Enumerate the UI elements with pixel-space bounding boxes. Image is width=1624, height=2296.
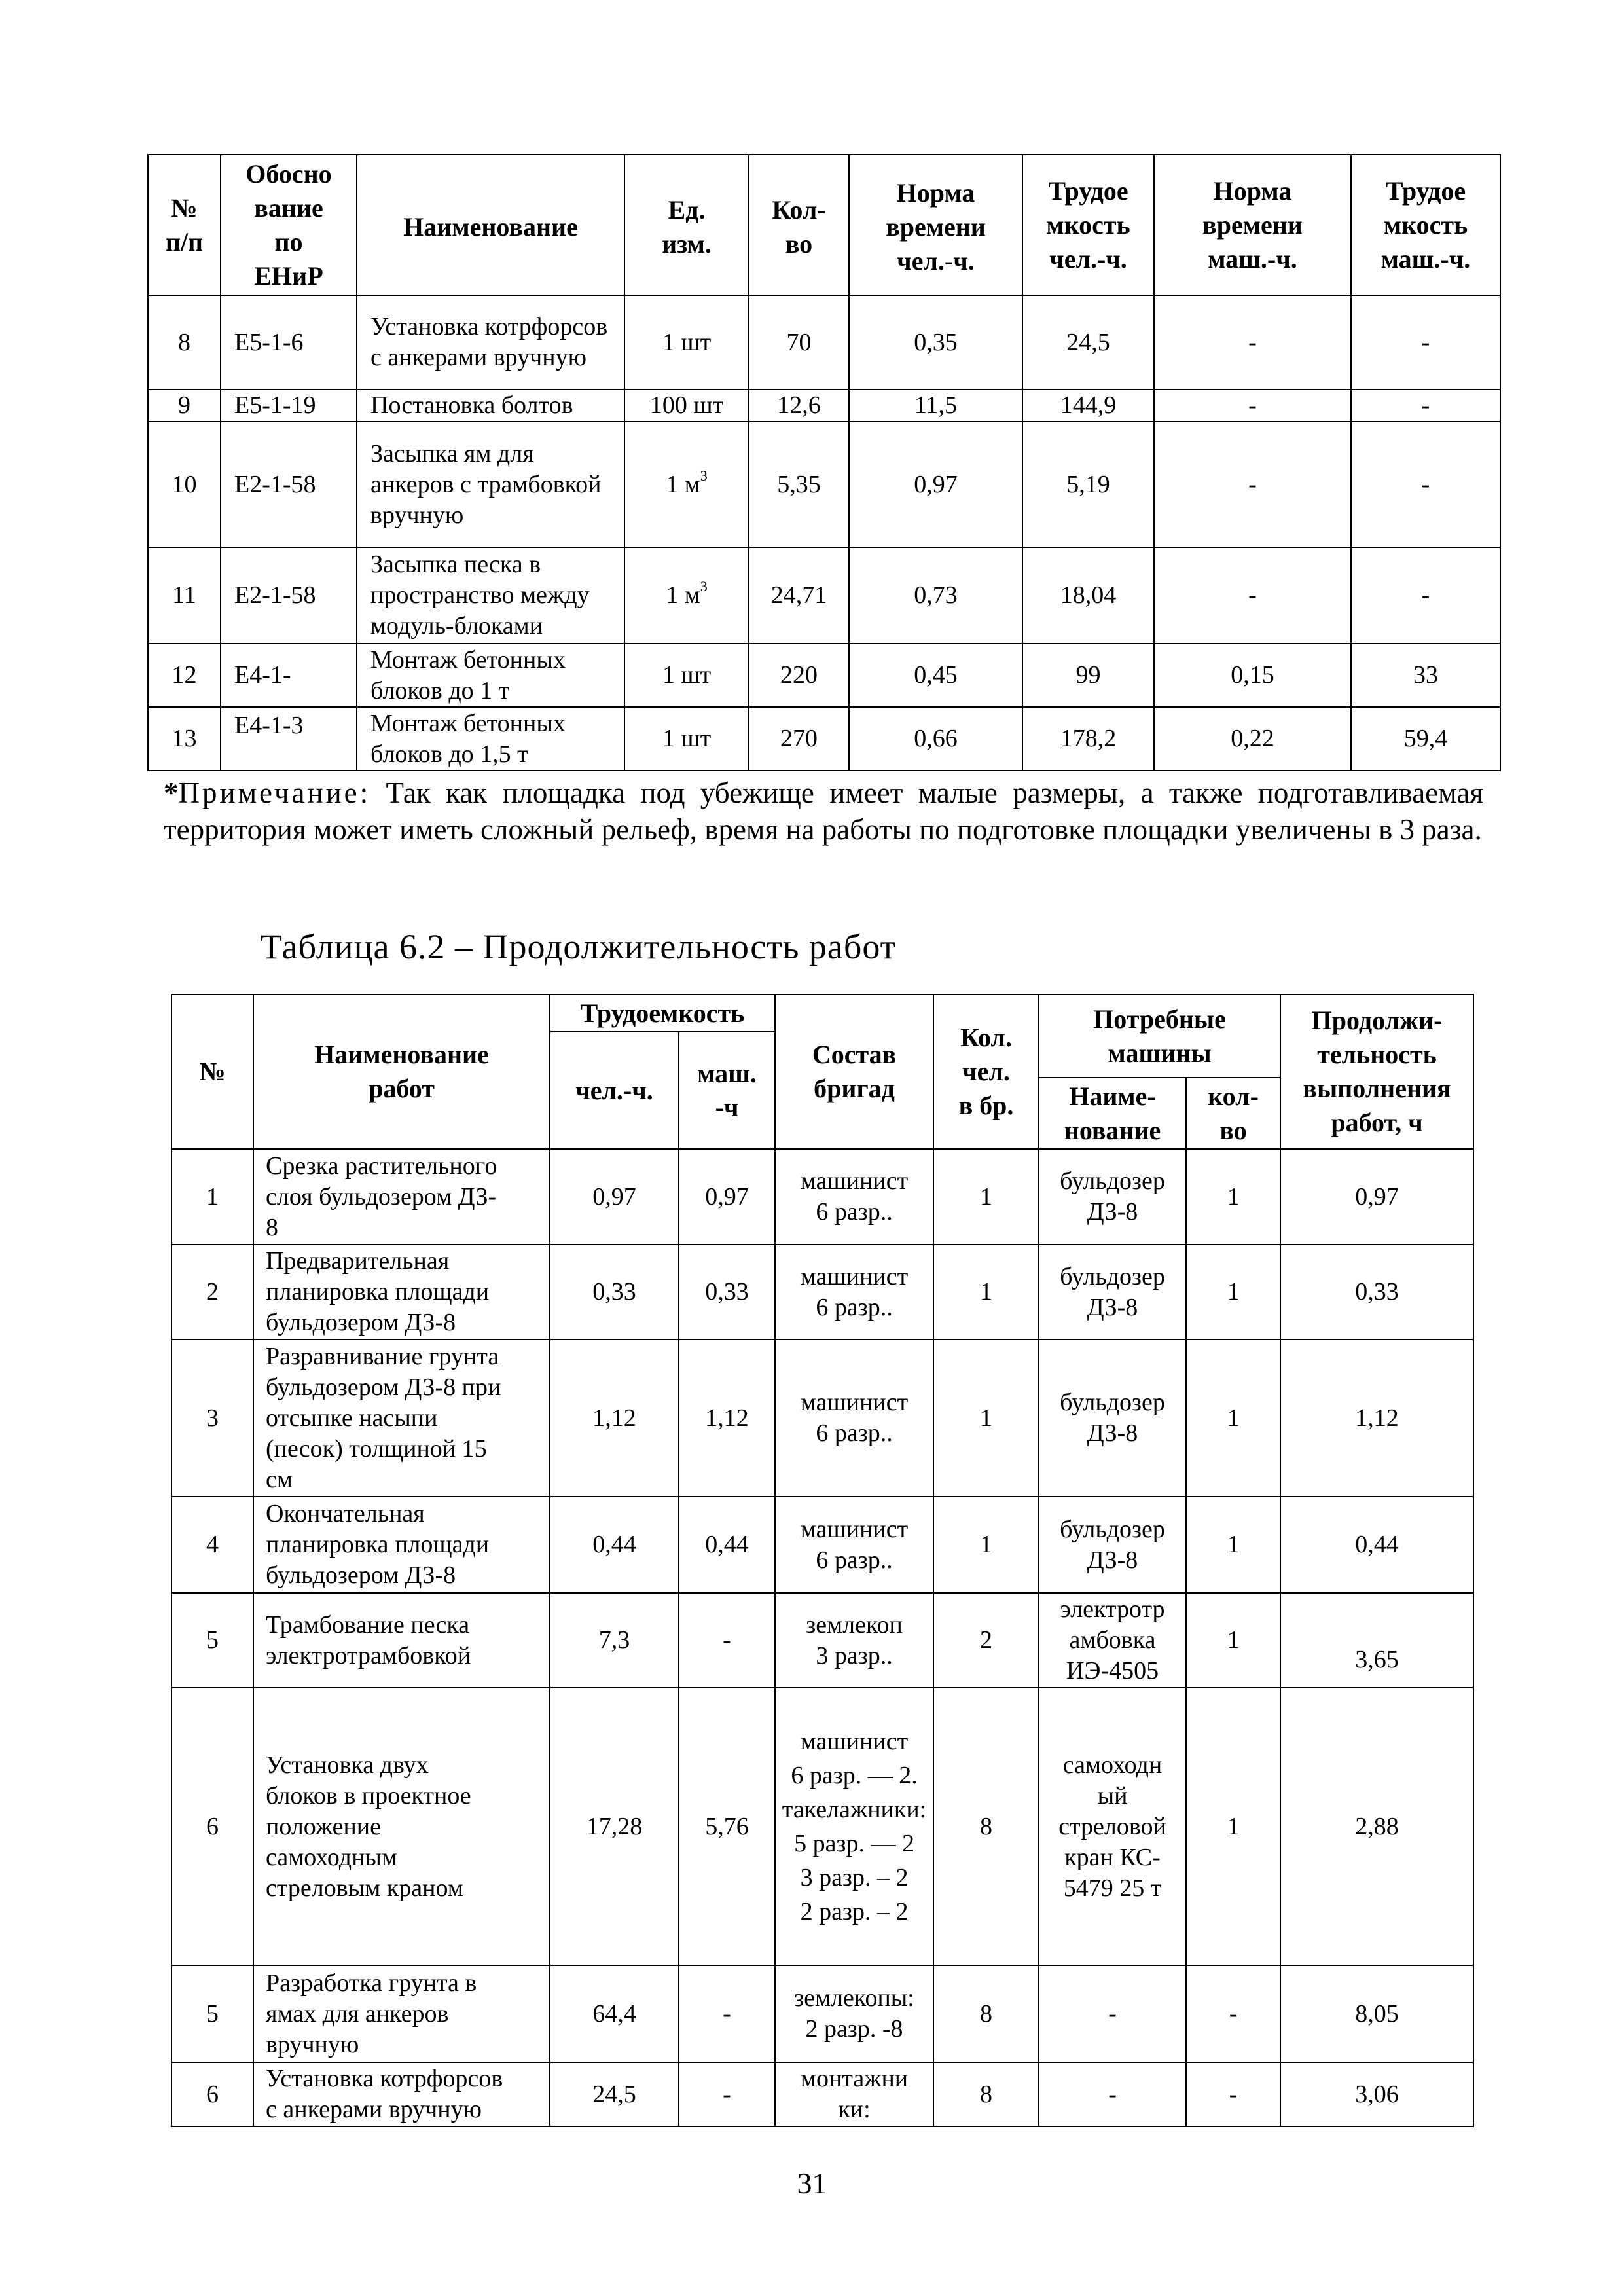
table-row <box>171 1688 1473 1965</box>
t2-labor-m: 0,44 <box>679 1497 775 1593</box>
t1-num: 11 <box>148 547 221 644</box>
t1-basis: Е5-1-19 <box>221 390 357 422</box>
t1-basis: Е2-1-58 <box>221 547 357 644</box>
t2-header-labor-m: маш. -ч <box>679 1032 775 1149</box>
table-row <box>148 390 1500 422</box>
t1-norm-h: 0,35 <box>849 295 1022 390</box>
t2-labor-h: 7,3 <box>550 1593 679 1688</box>
t1-norm-m: - <box>1154 295 1351 390</box>
table-row <box>171 1149 1473 1245</box>
t2-duration: 0,33 <box>1280 1245 1473 1339</box>
t2-num: 4 <box>171 1497 253 1593</box>
t1-name: Засыпка песка в пространство между модуль-блоками <box>357 547 624 644</box>
t1-name: Постановка болтов <box>357 390 624 422</box>
t1-num: 9 <box>148 390 221 422</box>
t2-crew: монтажни ки: <box>775 2062 933 2126</box>
t1-labor-m: - <box>1351 422 1500 547</box>
t2-header-num: № <box>171 994 253 1149</box>
table2-header-row-1 <box>171 994 1473 1032</box>
table-row <box>148 644 1500 707</box>
t2-crew-count: 1 <box>933 1245 1039 1339</box>
t1-num: 12 <box>148 644 221 707</box>
t2-machine-name: бульдозер ДЗ-8 <box>1039 1339 1186 1497</box>
t2-header-machine-name: Наиме- нование <box>1039 1078 1186 1149</box>
table-row <box>148 295 1500 390</box>
t2-duration: 3,06 <box>1280 2062 1473 2126</box>
t2-labor-h: 64,4 <box>550 1965 679 2062</box>
t1-labor-m: - <box>1351 295 1500 390</box>
table-note <box>164 774 1483 848</box>
t2-crew: машинист 6 разр.. <box>775 1149 933 1245</box>
t1-norm-h: 0,45 <box>849 644 1022 707</box>
t2-machine-name: бульдозер ДЗ-8 <box>1039 1245 1186 1339</box>
t1-name: Установка котрфорсов с анкерами вручную <box>357 295 624 390</box>
table-row <box>148 707 1500 771</box>
t2-header-labor-h: чел.-ч. <box>550 1032 679 1149</box>
t1-norm-h: 0,97 <box>849 422 1022 547</box>
t2-machine-qty: - <box>1186 1965 1280 2062</box>
t2-crew: машинист 6 разр. — 2. такелажники: 5 разр. — 2 3 разр. – 2 2 разр. – 2 <box>775 1688 933 1965</box>
t2-header-machines: Потребные машины <box>1039 994 1280 1078</box>
t1-labor-m: - <box>1351 547 1500 644</box>
t2-duration: 0,44 <box>1280 1497 1473 1593</box>
t2-crew-count: 1 <box>933 1149 1039 1245</box>
t2-crew-count: 2 <box>933 1593 1039 1688</box>
t2-name: Предварительная планировка площади бульдозером ДЗ-8 <box>253 1245 550 1339</box>
t2-machine-qty: - <box>1186 2062 1280 2126</box>
t2-labor-h: 0,97 <box>550 1149 679 1245</box>
t1-header-unit: Ед. изм. <box>624 155 749 295</box>
t2-duration: 2,88 <box>1280 1688 1473 1965</box>
t1-num: 8 <box>148 295 221 390</box>
t2-machine-name: бульдозер ДЗ-8 <box>1039 1149 1186 1245</box>
t2-crew: машинист 6 разр.. <box>775 1339 933 1497</box>
t1-labor-h: 144,9 <box>1022 390 1154 422</box>
note-label: Примечание: <box>178 776 371 809</box>
work-duration-table <box>171 994 1474 2127</box>
t2-crew: машинист 6 разр.. <box>775 1497 933 1593</box>
t1-norm-h: 0,73 <box>849 547 1022 644</box>
t1-norm-m: 0,22 <box>1154 707 1351 771</box>
t2-duration: 0,97 <box>1280 1149 1473 1245</box>
t2-header-labor: Трудоемкость <box>550 994 775 1032</box>
t1-unit: 1 $м^3$ <box>624 547 749 644</box>
t2-labor-m: 0,97 <box>679 1149 775 1245</box>
t2-labor-h: 24,5 <box>550 2062 679 2126</box>
t2-num: 6 <box>171 2062 253 2126</box>
t1-basis: Е4-1-3 <box>221 707 357 771</box>
work-volume-table <box>147 154 1501 771</box>
t1-num: 10 <box>148 422 221 547</box>
t2-labor-h: 17,28 <box>550 1688 679 1965</box>
t2-name: Срезка растительного слоя бульдозером ДЗ- 8 <box>253 1149 550 1245</box>
t2-crew-count: 8 <box>933 1965 1039 2062</box>
t2-crew-count: 1 <box>933 1339 1039 1497</box>
table1-header-row <box>148 155 1500 295</box>
t2-num: 2 <box>171 1245 253 1339</box>
t2-name: Установка котрфорсов с анкерами вручную <box>253 2062 550 2126</box>
t1-labor-h: 24,5 <box>1022 295 1154 390</box>
t1-qty: 24,71 <box>749 547 849 644</box>
t2-num: 5 <box>171 1593 253 1688</box>
t2-num: 1 <box>171 1149 253 1245</box>
t2-duration: 8,05 <box>1280 1965 1473 2062</box>
t1-norm-m: - <box>1154 390 1351 422</box>
t2-labor-m: - <box>679 1593 775 1688</box>
t2-machine-name: электротр амбовка ИЭ-4505 <box>1039 1593 1186 1688</box>
t1-header-labor-m: Трудое мкость маш.-ч. <box>1351 155 1500 295</box>
t1-header-qty: Кол- во <box>749 155 849 295</box>
t1-header-basis: Обосно вание по ЕНиР <box>221 155 357 295</box>
t1-name: Засыпка ям для анкеров с трамбовкой вручную <box>357 422 624 547</box>
t1-labor-m: - <box>1351 390 1500 422</box>
t1-qty: 12,6 <box>749 390 849 422</box>
t2-crew-count: 8 <box>933 2062 1039 2126</box>
t1-unit: 1 шт <box>624 707 749 771</box>
t2-labor-h: 0,44 <box>550 1497 679 1593</box>
t2-name: Окончательная планировка площади бульдозером ДЗ-8 <box>253 1497 550 1593</box>
table-row <box>148 547 1500 644</box>
t2-machine-name: самоходн ый стреловой кран КС- 5479 25 т <box>1039 1688 1186 1965</box>
t2-labor-m: 5,76 <box>679 1688 775 1965</box>
t2-labor-h: 0,33 <box>550 1245 679 1339</box>
table2-caption: Таблица 6.2 – Продолжительность работ <box>261 927 897 966</box>
t1-qty: 220 <box>749 644 849 707</box>
t1-labor-m: 33 <box>1351 644 1500 707</box>
table-row <box>171 1245 1473 1339</box>
t1-basis: Е5-1-6 <box>221 295 357 390</box>
t2-machine-qty: 1 <box>1186 1149 1280 1245</box>
t2-num: 6 <box>171 1688 253 1965</box>
t2-header-crew-count: Кол. чел. в бр. <box>933 994 1039 1149</box>
t1-basis: Е2-1-58 <box>221 422 357 547</box>
t1-num: 13 <box>148 707 221 771</box>
t1-header-name: Наименование <box>357 155 624 295</box>
t1-qty: 270 <box>749 707 849 771</box>
t2-crew-count: 1 <box>933 1497 1039 1593</box>
t1-unit: 100 шт <box>624 390 749 422</box>
t2-machine-qty: 1 <box>1186 1245 1280 1339</box>
t2-machine-qty: 1 <box>1186 1593 1280 1688</box>
table-row <box>171 2062 1473 2126</box>
t2-crew: землекоп 3 разр.. <box>775 1593 933 1688</box>
t2-header-duration: Продолжи- тельность выполнения работ, ч <box>1280 994 1473 1149</box>
t1-labor-h: 99 <box>1022 644 1154 707</box>
t1-labor-h: 5,19 <box>1022 422 1154 547</box>
note-text: Так как площадка под убежище имеет малые размеры, а также подготавливаемая территория может иметь сложный рельеф, время на работы по подготовке площадки увеличены в 3 раза. <box>164 776 1483 846</box>
t1-norm-m: - <box>1154 547 1351 644</box>
t1-labor-h: 178,2 <box>1022 707 1154 771</box>
t1-labor-m: 59,4 <box>1351 707 1500 771</box>
t1-name: Монтаж бетонных блоков до 1 т <box>357 644 624 707</box>
t2-header-machine-qty: кол- во <box>1186 1078 1280 1149</box>
t1-header-labor-h: Трудое мкость чел.-ч. <box>1022 155 1154 295</box>
t2-num: 5 <box>171 1965 253 2062</box>
t1-header-norm-m: Норма времени маш.-ч. <box>1154 155 1351 295</box>
table-row <box>171 1339 1473 1497</box>
t2-name: Разработка грунта в ямах для анкеров вручную <box>253 1965 550 2062</box>
t2-header-name: Наименование работ <box>253 994 550 1149</box>
t1-qty: 70 <box>749 295 849 390</box>
table-row <box>171 1965 1473 2062</box>
t2-machine-qty: 1 <box>1186 1497 1280 1593</box>
t1-qty: 5,35 <box>749 422 849 547</box>
table-row <box>148 422 1500 547</box>
t1-norm-h: 0,66 <box>849 707 1022 771</box>
t2-labor-m: 1,12 <box>679 1339 775 1497</box>
t1-header-num: № п/п <box>148 155 221 295</box>
t2-machine-name: - <box>1039 1965 1186 2062</box>
t1-name: Монтаж бетонных блоков до 1,5 т <box>357 707 624 771</box>
t1-norm-m: 0,15 <box>1154 644 1351 707</box>
t1-unit: 1 $м^3$ <box>624 422 749 547</box>
t1-basis: Е4-1- <box>221 644 357 707</box>
t2-duration: 1,12 <box>1280 1339 1473 1497</box>
t2-crew: машинист 6 разр.. <box>775 1245 933 1339</box>
t2-name: Установка двух блоков в проектное положение самоходным стреловым краном <box>253 1688 550 1965</box>
t1-unit: 1 шт <box>624 295 749 390</box>
t2-header-crew: Состав бригад <box>775 994 933 1149</box>
t1-norm-h: 11,5 <box>849 390 1022 422</box>
table-row <box>171 1497 1473 1593</box>
t2-crew: землекопы: 2 разр. -8 <box>775 1965 933 2062</box>
t2-machine-qty: 1 <box>1186 1339 1280 1497</box>
t2-labor-m: - <box>679 1965 775 2062</box>
t2-labor-m: 0,33 <box>679 1245 775 1339</box>
page-number: 31 <box>797 2166 827 2200</box>
t1-unit: 1 шт <box>624 644 749 707</box>
t2-name: Разравнивание грунта бульдозером ДЗ-8 при отсыпке насыпи (песок) толщиной 15 см <box>253 1339 550 1497</box>
note-prefix: * <box>164 776 179 809</box>
t2-crew-count: 8 <box>933 1688 1039 1965</box>
t1-labor-h: 18,04 <box>1022 547 1154 644</box>
t2-duration: 3,65 <box>1280 1593 1473 1688</box>
t2-num: 3 <box>171 1339 253 1497</box>
t2-machine-name: - <box>1039 2062 1186 2126</box>
t2-name: Трамбование песка электротрамбовкой <box>253 1593 550 1688</box>
t2-machine-name: бульдозер ДЗ-8 <box>1039 1497 1186 1593</box>
t1-header-norm-h: Норма времени чел.-ч. <box>849 155 1022 295</box>
t2-labor-m: - <box>679 2062 775 2126</box>
t1-norm-m: - <box>1154 422 1351 547</box>
table-row <box>171 1593 1473 1688</box>
t2-machine-qty: 1 <box>1186 1688 1280 1965</box>
t2-labor-h: 1,12 <box>550 1339 679 1497</box>
